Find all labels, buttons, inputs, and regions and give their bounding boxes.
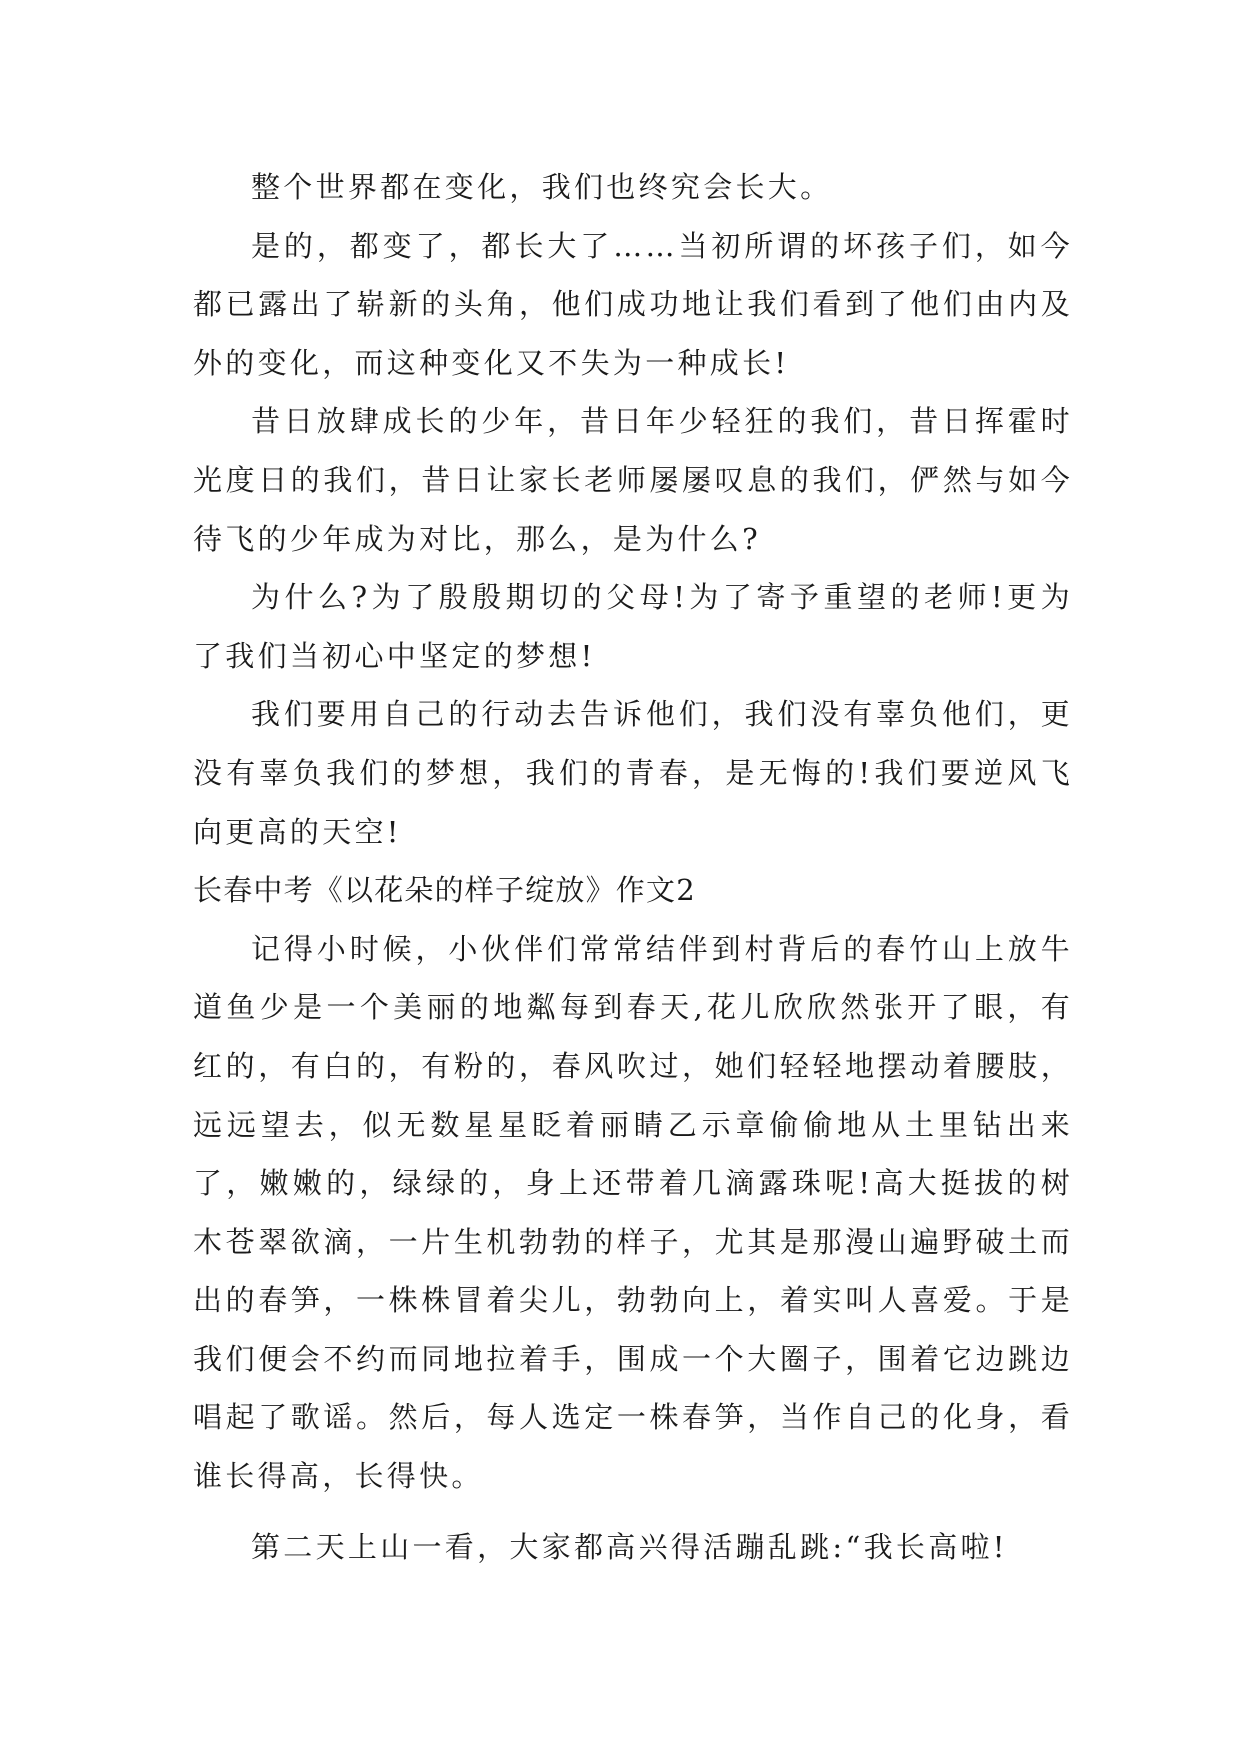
paragraph-4: 为什么?为了殷殷期切的父母!为了寄予重望的老师!更为了我们当初心中坚定的梦想! bbox=[193, 580, 1073, 673]
paragraph-3: 昔日放肆成长的少年，昔日年少轻狂的我们，昔日挥霍时光度日的我们，昔日让家长老师屡屡叹息的我们，俨然与如今待飞的少年成为对比，那么，是为什么? bbox=[193, 404, 1073, 556]
document-body bbox=[193, 158, 1073, 1576]
paragraph-7: 第二天上山一看，大家都高兴得活蹦乱跳:“我长高啦! bbox=[251, 1529, 1008, 1564]
section-heading: 长春中考《以花朵的样子绽放》作文2 bbox=[193, 873, 696, 908]
paragraph-6: 记得小时候，小伙伴们常常结伴到村背后的春竹山上放牛道鱼少是一个美丽的地粼每到春天,花儿欣欣然张开了眼，有红的，有白的，有粉的，春风吹过，她们轻轻地摆动着腰肢，远远望去，似无数星星眨着丽睛乙示章偷偷地从土里钻出来了，嫩嫩的，绿绿的，身上还带着几滴露珠呢!高大挺拔的树木苍翠欲滴，一片生机勃勃的样子，尤其是那漫山遍野破土而出的春笋，一株株冒着尖儿，勃勃向上，着实叫人喜爱。于是我们便会不约而同地拉着手，围成一个大圈子，围着它边跳边唱起了歌谣。然后，每人选定一株春笋，当作自己的化身，看谁长得高，长得快。 bbox=[193, 931, 1073, 1494]
paragraph-1: 整个世界都在变化，我们也终究会长大。 bbox=[251, 170, 833, 204]
paragraph-5: 我们要用自己的行动去告诉他们，我们没有辜负他们，更没有辜负我们的梦想，我们的青春，是无悔的!我们要逆风飞向更高的天空! bbox=[193, 697, 1073, 849]
paragraph-2: 是的，都变了，都长大了……当初所谓的坏孩子们，如今都已露出了崭新的头角，他们成功地让我们看到了他们由内及外的变化，而这种变化又不失为一种成长! bbox=[193, 228, 1073, 380]
